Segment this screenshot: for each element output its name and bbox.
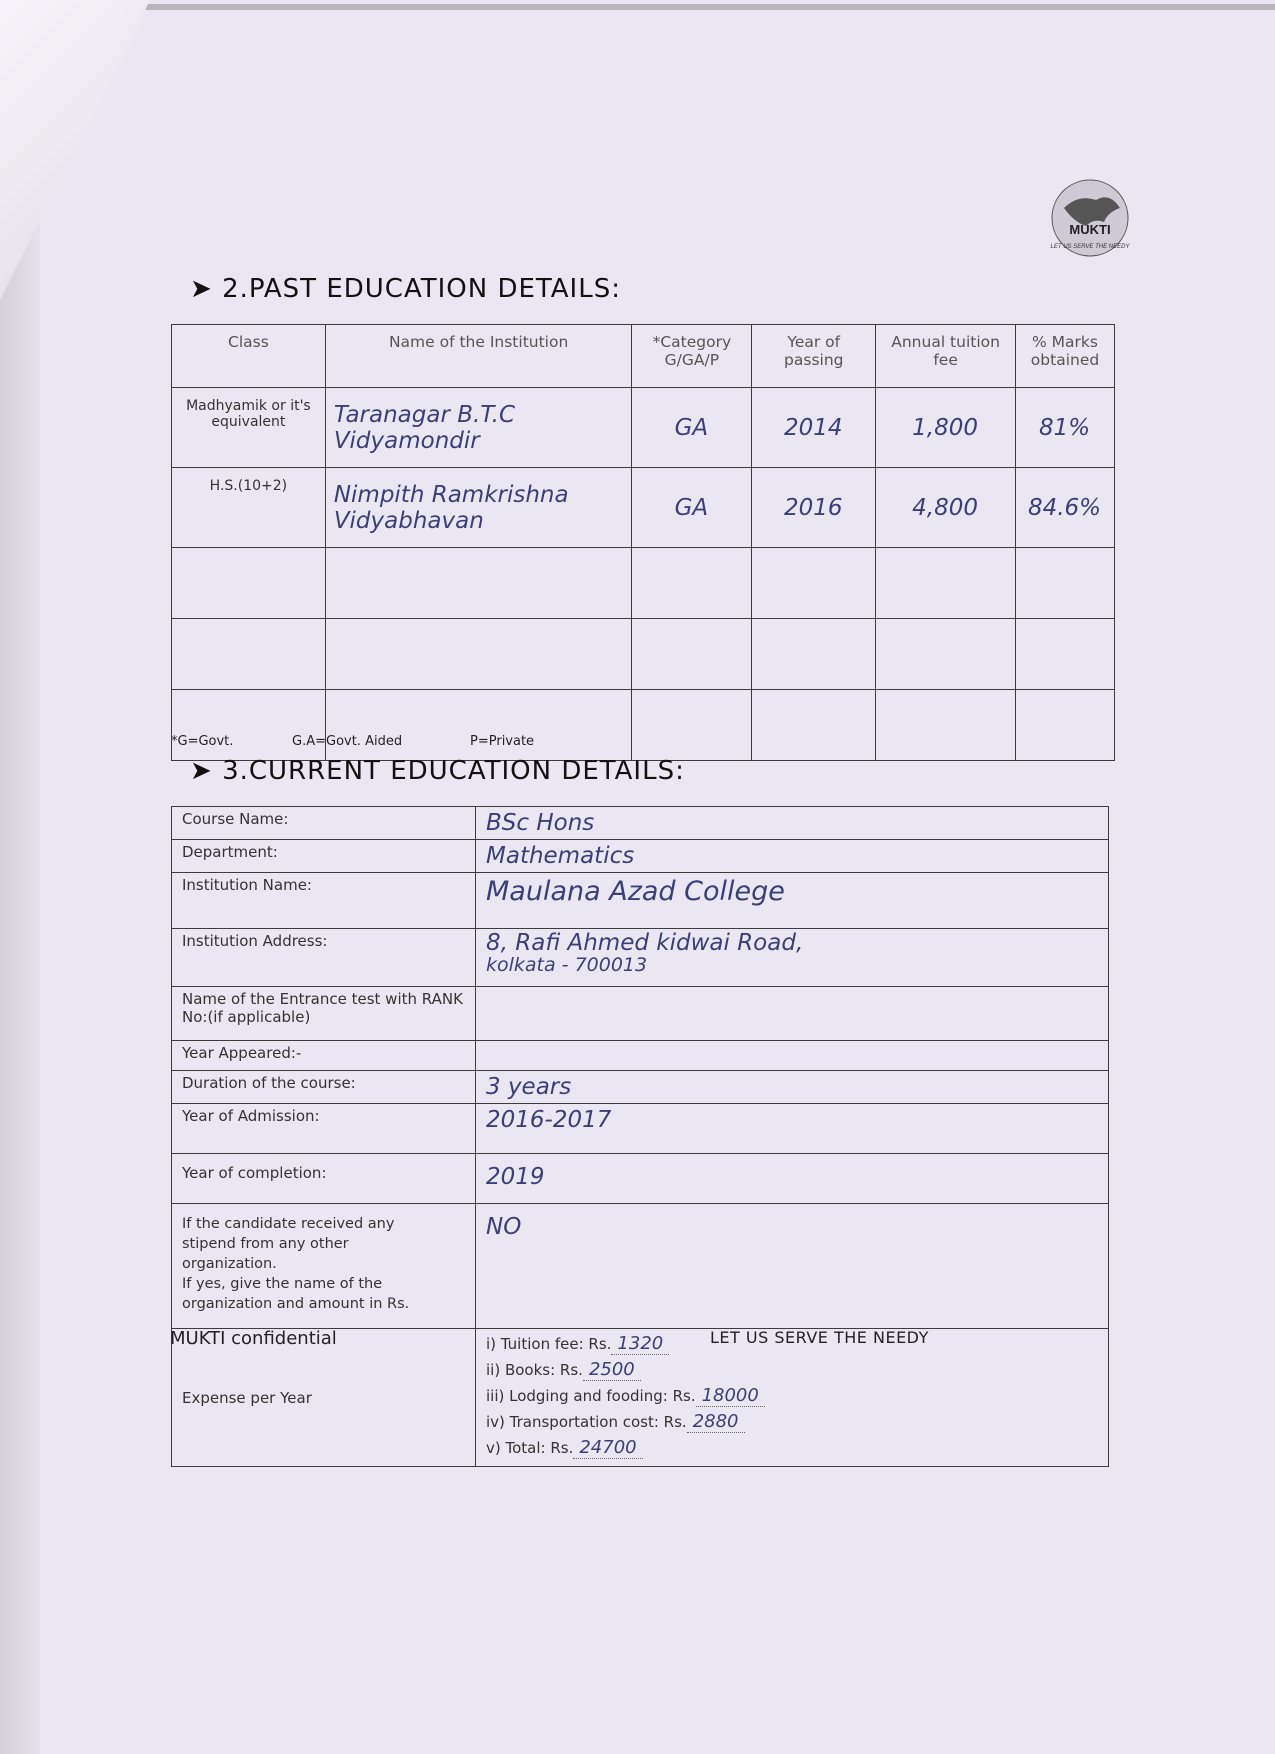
marks-cell: 84.6% — [1016, 468, 1115, 548]
institution-cell: Nimpith Ramkrishna Vidyabhavan — [325, 468, 632, 548]
table-row-empty — [172, 619, 1115, 690]
institution-address-label: Institution Address: — [172, 929, 476, 987]
department-label: Department: — [172, 840, 476, 873]
course-label: Course Name: — [172, 807, 476, 840]
table-row — [172, 987, 1109, 1041]
table-row — [172, 873, 1109, 929]
table-row — [172, 1104, 1109, 1154]
address-line-1: 8, Rafi Ahmed kidwai Road, — [486, 930, 804, 956]
expense-books: ii) Books: Rs. 2500 — [486, 1357, 1098, 1383]
table-row — [172, 807, 1109, 840]
header-class: Class — [172, 325, 326, 388]
table-row — [172, 388, 1115, 468]
category-cell: GA — [632, 388, 752, 468]
expense-tuition: i) Tuition fee: Rs. 1320 — [486, 1331, 1098, 1357]
expense-transport: iv) Transportation cost: Rs. 2880 — [486, 1409, 1098, 1435]
logo-tagline: LET US SERVE THE NEEDY — [1050, 244, 1130, 250]
duration-label: Duration of the course: — [172, 1071, 476, 1104]
year-cell: 2016 — [752, 468, 876, 548]
entrance-test-value — [476, 987, 1109, 1041]
footer-tagline: LET US SERVE THE NEEDY — [710, 1328, 929, 1347]
address-line-2: kolkata - 700013 — [486, 954, 648, 976]
expense-lodging: iii) Lodging and fooding: Rs. 18000 — [486, 1383, 1098, 1409]
table-row — [172, 1154, 1109, 1204]
table-row — [172, 1204, 1109, 1329]
header-institution: Name of the Institution — [325, 325, 632, 388]
admission-label: Year of Admission: — [172, 1104, 476, 1154]
year-appeared-label: Year Appeared:- — [172, 1041, 476, 1071]
mukti-logo — [1050, 178, 1130, 258]
department-value: Mathematics — [476, 840, 1109, 873]
stipend-value: NO — [476, 1204, 1109, 1329]
footer-confidential: MUKTI confidential — [170, 1328, 337, 1349]
institution-address-value — [476, 929, 1109, 987]
table-row — [172, 1329, 1109, 1467]
category-cell: GA — [632, 468, 752, 548]
fee-cell: 1,800 — [876, 388, 1016, 468]
current-education-table — [171, 806, 1109, 1467]
arrow-bullet-icon: ➤ — [190, 756, 213, 786]
year-appeared-value — [476, 1041, 1109, 1071]
current-education-title: ➤ 3.CURRENT EDUCATION DETAILS: — [190, 756, 685, 786]
table-row — [172, 468, 1115, 548]
table-header-row — [172, 325, 1115, 388]
header-year: Year of passing — [752, 325, 876, 388]
table-row — [172, 929, 1109, 987]
expense-list — [476, 1329, 1109, 1467]
marks-cell: 81% — [1016, 388, 1115, 468]
table-row — [172, 1071, 1109, 1104]
fee-cell: 4,800 — [876, 468, 1016, 548]
course-value: BSc Hons — [476, 807, 1109, 840]
arrow-bullet-icon: ➤ — [190, 274, 213, 304]
stipend-label: If the candidate received any stipend from any other organization. If yes, give the name of the organization and amount in Rs. — [172, 1204, 476, 1329]
institution-name-value: Maulana Azad College — [476, 873, 1109, 929]
footnote-private: P=Private — [470, 734, 535, 749]
table-row-empty — [172, 548, 1115, 619]
page-folded-corner — [0, 0, 150, 300]
expense-total: v) Total: Rs. 24700 — [486, 1435, 1098, 1461]
table-row-empty — [172, 690, 1115, 761]
header-category: *Category G/GA/P — [632, 325, 752, 388]
entrance-test-label: Name of the Entrance test with RANK No:(if applicable) — [172, 987, 476, 1041]
logo-text: MUKTI — [1069, 222, 1111, 237]
table-row — [172, 840, 1109, 873]
expense-label: Expense per Year — [172, 1329, 476, 1467]
admission-value: 2016-2017 — [476, 1104, 1109, 1154]
completion-label: Year of completion: — [172, 1154, 476, 1204]
header-marks: % Marks obtained — [1016, 325, 1115, 388]
completion-value: 2019 — [476, 1154, 1109, 1204]
class-cell: H.S.(10+2) — [172, 468, 326, 548]
page-top-edge — [130, 4, 1275, 10]
class-cell: Madhyamik or it's equivalent — [172, 388, 326, 468]
year-cell: 2014 — [752, 388, 876, 468]
past-education-table — [171, 324, 1115, 761]
footnote-govt-aided: G.A=Govt. Aided — [292, 734, 403, 749]
duration-value: 3 years — [476, 1071, 1109, 1104]
table-row — [172, 1041, 1109, 1071]
header-fee: Annual tuition fee — [876, 325, 1016, 388]
institution-name-label: Institution Name: — [172, 873, 476, 929]
institution-cell: Taranagar B.T.C Vidyamondir — [325, 388, 632, 468]
footnote-govt: *G=Govt. — [171, 734, 234, 749]
past-education-title: ➤ 2.PAST EDUCATION DETAILS: — [190, 274, 621, 304]
